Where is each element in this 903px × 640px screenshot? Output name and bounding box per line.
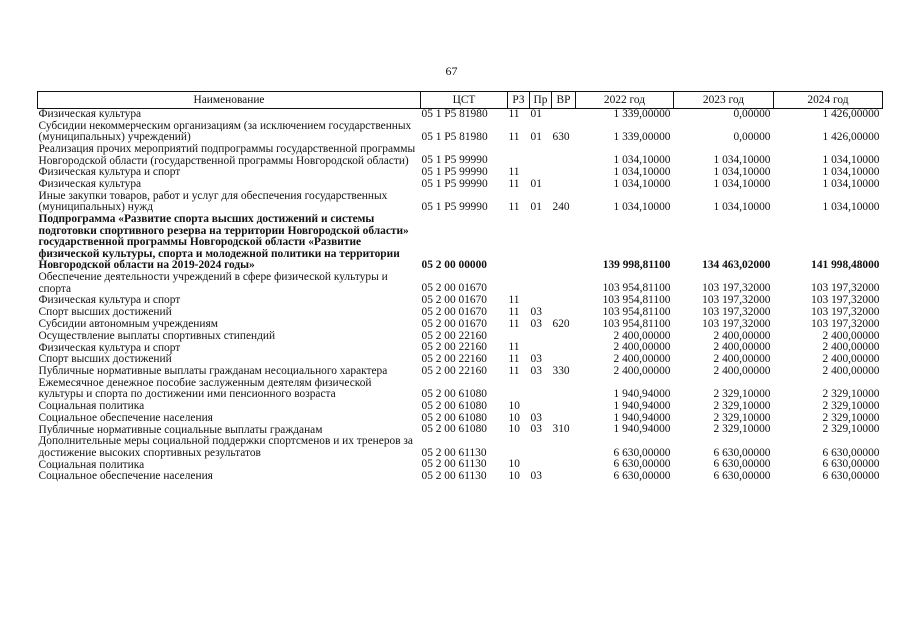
table-row [38,191,883,214]
cell-y2022: 1 339,00000 [613,108,671,120]
cell-pr: 03 [530,305,542,318]
cell-pr: 01 [530,201,542,214]
cell-rz: 11 [508,305,520,318]
cell-y2022: 1 940,94000 [613,399,671,412]
cell-name: Социальное обеспечение населения [38,411,213,424]
cell-y2024: 1 034,10000 [822,177,880,190]
cell-y2024: 2 329,10000 [822,399,880,412]
cell-y2024: 1 426,00000 [822,108,880,120]
cell-name: Физическая культура [38,108,142,121]
cell-y2024: 103 197,32000 [811,282,880,295]
cell-y2024: 2 329,10000 [822,423,880,436]
cell-vr [552,272,576,295]
cell-y2022: 103 954,81100 [602,294,671,307]
cell-name: Обеспечение деятельности учреждений в сфере физической культуры и спорта [38,270,388,295]
table-row [38,121,883,144]
cell-rz: 10 [508,399,520,412]
cell-rz: 10 [508,423,520,436]
header-2022: 2022 год [576,92,674,109]
cell-y2024: 1 034,10000 [822,201,880,214]
cell-pr [530,144,552,167]
cell-pr: 03 [530,353,542,366]
header-cst: ЦСТ [421,92,508,109]
cell-rz: 11 [508,294,520,307]
cell-y2024: 103 197,32000 [811,294,880,307]
cell-y2022: 1 034,10000 [613,166,671,179]
cell-vr: 240 [552,201,570,214]
cell-name: Ежемесячное денежное пособие заслуженным деятелям физической культуры и спорта по достижении ими пенсионного возраста [38,376,372,401]
cell-name: Дополнительные меры социальной поддержки спортсменов и их тренеров за достижение высоких спортивных результатов [38,435,413,459]
cell-y2022: 103 954,81100 [602,305,671,318]
cell-cst: 05 2 00 61080 [421,411,487,424]
header-2023: 2023 год [674,92,774,109]
cell-y2022: 103 954,81100 [602,317,671,330]
table-row [38,144,883,167]
cell-rz: 10 [508,411,520,424]
cell-cst: 05 2 00 00000 [421,259,487,272]
cell-y2023: 2 329,10000 [713,388,771,401]
cell-name: Физическая культура и спорт [38,166,181,179]
cell-rz [508,144,530,167]
table-row [38,401,883,413]
table-row [38,272,883,295]
cell-y2023: 6 630,00000 [713,446,771,459]
cell-vr [552,378,576,401]
cell-y2022: 6 630,00000 [613,470,671,483]
cell-vr: 620 [552,317,570,330]
cell-y2023: 103 197,32000 [702,294,771,307]
cell-rz [508,272,530,295]
cell-cst: 05 2 00 01670 [421,317,487,330]
cell-y2024: 6 630,00000 [822,446,880,459]
cell-vr [552,144,576,167]
cell-cst: 05 1 P5 81980 [421,131,488,144]
cell-vr [552,342,576,354]
cell-y2022: 6 630,00000 [613,458,671,471]
cell-rz: 11 [508,317,520,330]
cell-rz: 10 [508,458,520,471]
cell-y2023: 6 630,00000 [713,458,771,471]
cell-y2023: 2 400,00000 [713,353,771,366]
cell-y2023: 0,00000 [733,108,771,120]
header-name: Наименование [38,92,421,109]
cell-pr [530,214,552,272]
cell-pr: 03 [530,470,542,483]
cell-y2023: 2 400,00000 [713,364,771,377]
cell-rz: 11 [508,364,520,377]
cell-cst: 05 2 00 61130 [421,446,487,459]
cell-y2022: 1 940,94000 [613,411,671,424]
cell-y2024: 1 034,10000 [822,154,880,167]
cell-rz: 10 [508,470,520,483]
cell-y2023: 1 034,10000 [713,177,771,190]
cell-vr: 310 [552,423,570,436]
cell-cst: 05 2 00 22160 [421,364,487,377]
cell-name: Подпрограмма «Развитие спорта высших достижений и системы подготовки спортивного резерва на территории Новгородской области» государственной программы Новгородской области «Развитие физической культуры, спорта и молодежной политики на территории Новгородской области на 2019-2024 годы» [38,212,409,272]
cell-y2023: 2 329,10000 [713,423,771,436]
cell-cst: 05 2 00 61080 [421,399,487,412]
cell-name: Социальное обеспечение населения [38,470,213,483]
cell-vr [552,401,576,413]
table-row [38,307,883,319]
cell-vr [552,331,576,343]
cell-rz: 11 [508,353,520,366]
cell-y2022: 103 954,81100 [602,282,671,295]
cell-name: Публичные нормативные социальные выплаты гражданам [38,423,323,436]
cell-y2023: 2 329,10000 [713,399,771,412]
cell-cst: 05 2 00 61080 [421,388,487,401]
cell-pr: 03 [530,317,542,330]
cell-y2022: 6 630,00000 [613,446,671,459]
cell-vr: 630 [552,131,570,144]
cell-name: Субсидии некоммерческим организациям (за исключением государственных (муниципальных) учреждений) [38,119,412,144]
cell-y2024: 2 400,00000 [822,364,880,377]
header-rz: РЗ [508,92,530,109]
table-row [38,366,883,378]
cell-cst: 05 2 00 61130 [421,470,487,483]
cell-y2024: 2 329,10000 [822,388,880,401]
cell-y2023: 2 400,00000 [713,341,771,354]
cell-cst: 05 2 00 61080 [421,423,487,436]
cell-pr [530,331,552,343]
cell-y2023: 6 630,00000 [713,470,771,483]
cell-y2023: 103 197,32000 [702,317,771,330]
cell-pr: 03 [530,364,542,377]
cell-y2023: 103 197,32000 [702,282,771,295]
cell-cst: 05 2 00 22160 [421,353,487,366]
cell-y2024: 1 426,00000 [822,131,880,144]
cell-vr [552,214,576,272]
cell-name: Иные закупки товаров, работ и услуг для обеспечения государственных (муниципальных) нужд [38,189,388,214]
table-row [38,109,883,121]
cell-y2024: 2 400,00000 [822,341,880,354]
cell-y2023: 134 463,02000 [702,259,771,272]
cell-y2022: 1 034,10000 [613,154,671,167]
cell-vr [552,295,576,307]
cell-name: Спорт высших достижений [38,353,172,366]
cell-rz: 11 [508,341,520,354]
cell-y2023: 103 197,32000 [702,305,771,318]
cell-y2023: 2 329,10000 [713,411,771,424]
cell-y2024: 1 034,10000 [822,166,880,179]
cell-name: Социальная политика [38,458,145,471]
cell-pr [530,378,552,401]
cell-name: Осуществление выплаты спортивных стипендий [38,329,276,342]
cell-name: Реализация прочих мероприятий подпрограммы государственной программы Новгородской области (государственной программы Новгородской области) [38,142,416,167]
cell-pr: 03 [530,411,542,424]
cell-name: Спорт высших достижений [38,306,172,319]
cell-rz [508,214,530,272]
cell-cst: 05 2 00 22160 [421,341,487,354]
table-header-row [38,92,883,109]
cell-cst: 05 2 00 61130 [421,458,487,471]
cell-vr: 330 [552,364,570,377]
header-2024: 2024 год [774,92,883,109]
cell-vr [552,459,576,471]
table-row [38,378,883,401]
cell-cst: 05 2 00 01670 [421,305,487,318]
cell-vr [552,436,576,459]
cell-vr [552,471,576,483]
cell-cst: 05 1 P5 99990 [421,154,488,167]
cell-vr [552,307,576,319]
cell-y2024: 2 400,00000 [822,329,880,342]
cell-y2022: 1 339,00000 [613,131,671,144]
cell-y2024: 2 329,10000 [822,411,880,424]
cell-y2022: 1 034,10000 [613,177,671,190]
cell-y2022: 1 940,94000 [613,388,671,401]
cell-name: Публичные нормативные выплаты гражданам несоциального характера [38,365,388,378]
cell-vr [552,179,576,191]
cell-rz: 11 [508,131,520,144]
cell-y2022: 2 400,00000 [613,341,671,354]
cell-pr: 01 [530,177,542,190]
cell-cst: 05 1 P5 99990 [421,177,488,190]
cell-cst: 05 2 00 22160 [421,329,487,342]
cell-rz [508,436,530,459]
cell-cst: 05 1 P5 81980 [421,108,488,120]
cell-pr [530,272,552,295]
cell-y2022: 1 940,94000 [613,423,671,436]
header-pr: Пр [530,92,552,109]
cell-y2022: 139 998,81100 [602,259,671,272]
cell-y2023: 1 034,10000 [713,166,771,179]
cell-pr: 03 [530,423,542,436]
cell-pr [530,401,552,413]
cell-name: Физическая культура и спорт [38,294,181,307]
budget-table [37,91,883,483]
cell-cst: 05 2 00 01670 [421,294,487,307]
cell-rz: 11 [508,108,520,120]
cell-y2023: 1 034,10000 [713,154,771,167]
cell-rz: 11 [508,166,520,179]
cell-name: Физическая культура [38,178,142,191]
cell-vr [552,109,576,121]
cell-rz: 11 [508,201,520,214]
table-row [38,471,883,483]
table-row [38,319,883,331]
table-row [38,436,883,459]
cell-y2024: 2 400,00000 [822,353,880,366]
cell-rz: 11 [508,177,520,190]
cell-y2024: 6 630,00000 [822,470,880,483]
cell-rz [508,378,530,401]
cell-y2023: 0,00000 [733,131,771,144]
cell-vr [552,167,576,179]
cell-y2024: 103 197,32000 [811,305,880,318]
table-body [38,109,883,484]
cell-y2024: 103 197,32000 [811,317,880,330]
cell-pr: 01 [530,131,542,144]
cell-y2023: 2 400,00000 [713,329,771,342]
cell-cst: 05 2 00 01670 [421,282,487,295]
header-vr: ВР [552,92,576,109]
page-number: 67 [445,64,458,78]
cell-y2022: 1 034,10000 [613,201,671,214]
cell-y2022: 2 400,00000 [613,353,671,366]
cell-cst: 05 1 P5 99990 [421,166,488,179]
cell-name: Социальная политика [38,400,145,413]
cell-y2022: 2 400,00000 [613,364,671,377]
table-row [38,214,883,272]
cell-y2023: 1 034,10000 [713,201,771,214]
table-row [38,179,883,191]
cell-y2024: 6 630,00000 [822,458,880,471]
cell-pr [530,436,552,459]
cell-name: Физическая культура и спорт [38,341,181,354]
cell-y2024: 141 998,48000 [811,259,880,272]
cell-pr: 01 [530,108,542,120]
cell-y2022: 2 400,00000 [613,329,671,342]
cell-name: Субсидии автономным учреждениям [38,317,218,330]
cell-cst: 05 1 P5 99990 [421,201,488,214]
